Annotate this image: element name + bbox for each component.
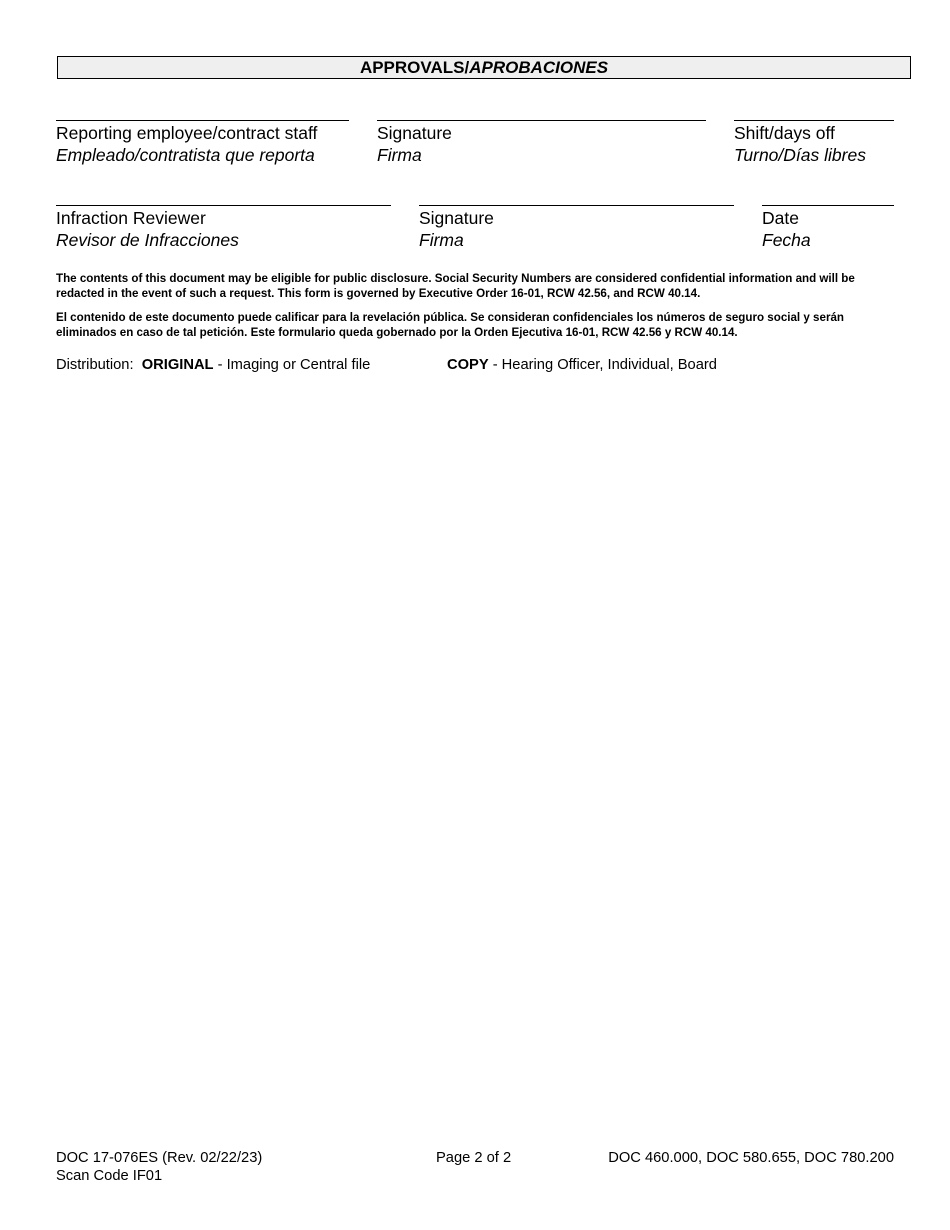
employee-signature-field[interactable] [377, 120, 706, 166]
scan-code: Scan Code IF01 [56, 1168, 163, 1184]
shift-days-off-field[interactable] [734, 120, 894, 166]
reviewer-signature-label: Signature [419, 208, 494, 228]
date-field[interactable] [762, 205, 894, 251]
reviewer-signature-label-es: Firma [419, 230, 464, 250]
distribution-copy [447, 357, 717, 373]
infraction-reviewer-line [56, 205, 391, 206]
distribution-original-label: ORIGINAL [141, 357, 214, 373]
approvals-title-en: APPROVALS/ [359, 58, 470, 77]
date-label-es: Fecha [762, 230, 811, 250]
shift-days-off-label-es: Turno/Días libres [734, 145, 866, 165]
approvals-header [57, 56, 911, 79]
distribution-label: Distribution: [56, 357, 134, 373]
approvals-title-es: APROBACIONES [469, 58, 609, 77]
footer-form-info [56, 1149, 262, 1185]
infraction-reviewer-label-es: Revisor de Infracciones [56, 230, 239, 250]
distribution-copy-text: - Hearing Officer, Individual, Board [488, 357, 717, 373]
date-line [762, 205, 894, 206]
employee-signature-label: Signature [377, 123, 452, 143]
page-number: Page 2 of 2 [436, 1150, 512, 1166]
policy-references: DOC 460.000, DOC 580.655, DOC 780.200 [608, 1150, 894, 1166]
public-disclosure-notice-en: The contents of this document may be eligible for public disclosure. Social Security Numbers are considered confidential information and will be redacted in the event of such a request. This form is governed by Executive Order 16-01, RCW 42.56, and RCW 40.14. [56, 272, 855, 300]
distribution-line [56, 357, 717, 373]
reporting-employee-line [56, 120, 349, 121]
employee-signature-line [377, 120, 706, 121]
infraction-reviewer-label: Infraction Reviewer [56, 208, 206, 228]
form-number: DOC 17-076ES (Rev. 02/22/23) [56, 1150, 263, 1166]
distribution-original-text: - Imaging or Central file [213, 357, 371, 373]
reporting-employee-label: Reporting employee/contract staff [56, 123, 318, 143]
reviewer-signature-field[interactable] [419, 205, 734, 251]
reporting-employee-field[interactable] [56, 120, 349, 166]
infraction-reviewer-field[interactable] [56, 205, 391, 251]
employee-signature-label-es: Firma [377, 145, 422, 165]
date-label: Date [762, 208, 799, 228]
reviewer-signature-line [419, 205, 734, 206]
reporting-employee-label-es: Empleado/contratista que reporta [56, 145, 315, 165]
distribution-copy-label: COPY [447, 357, 489, 373]
shift-days-off-label: Shift/days off [734, 123, 835, 143]
shift-days-off-line [734, 120, 894, 121]
public-disclosure-notice-es: El contenido de este documento puede calificar para la revelación pública. Se consideran confidenciales los números de seguro social y serán eliminados en caso de tal petición. Este formulario queda gobernado por la Orden Ejecutiva 16-01, RCW 42.56 y RCW 40.14. [56, 311, 844, 339]
